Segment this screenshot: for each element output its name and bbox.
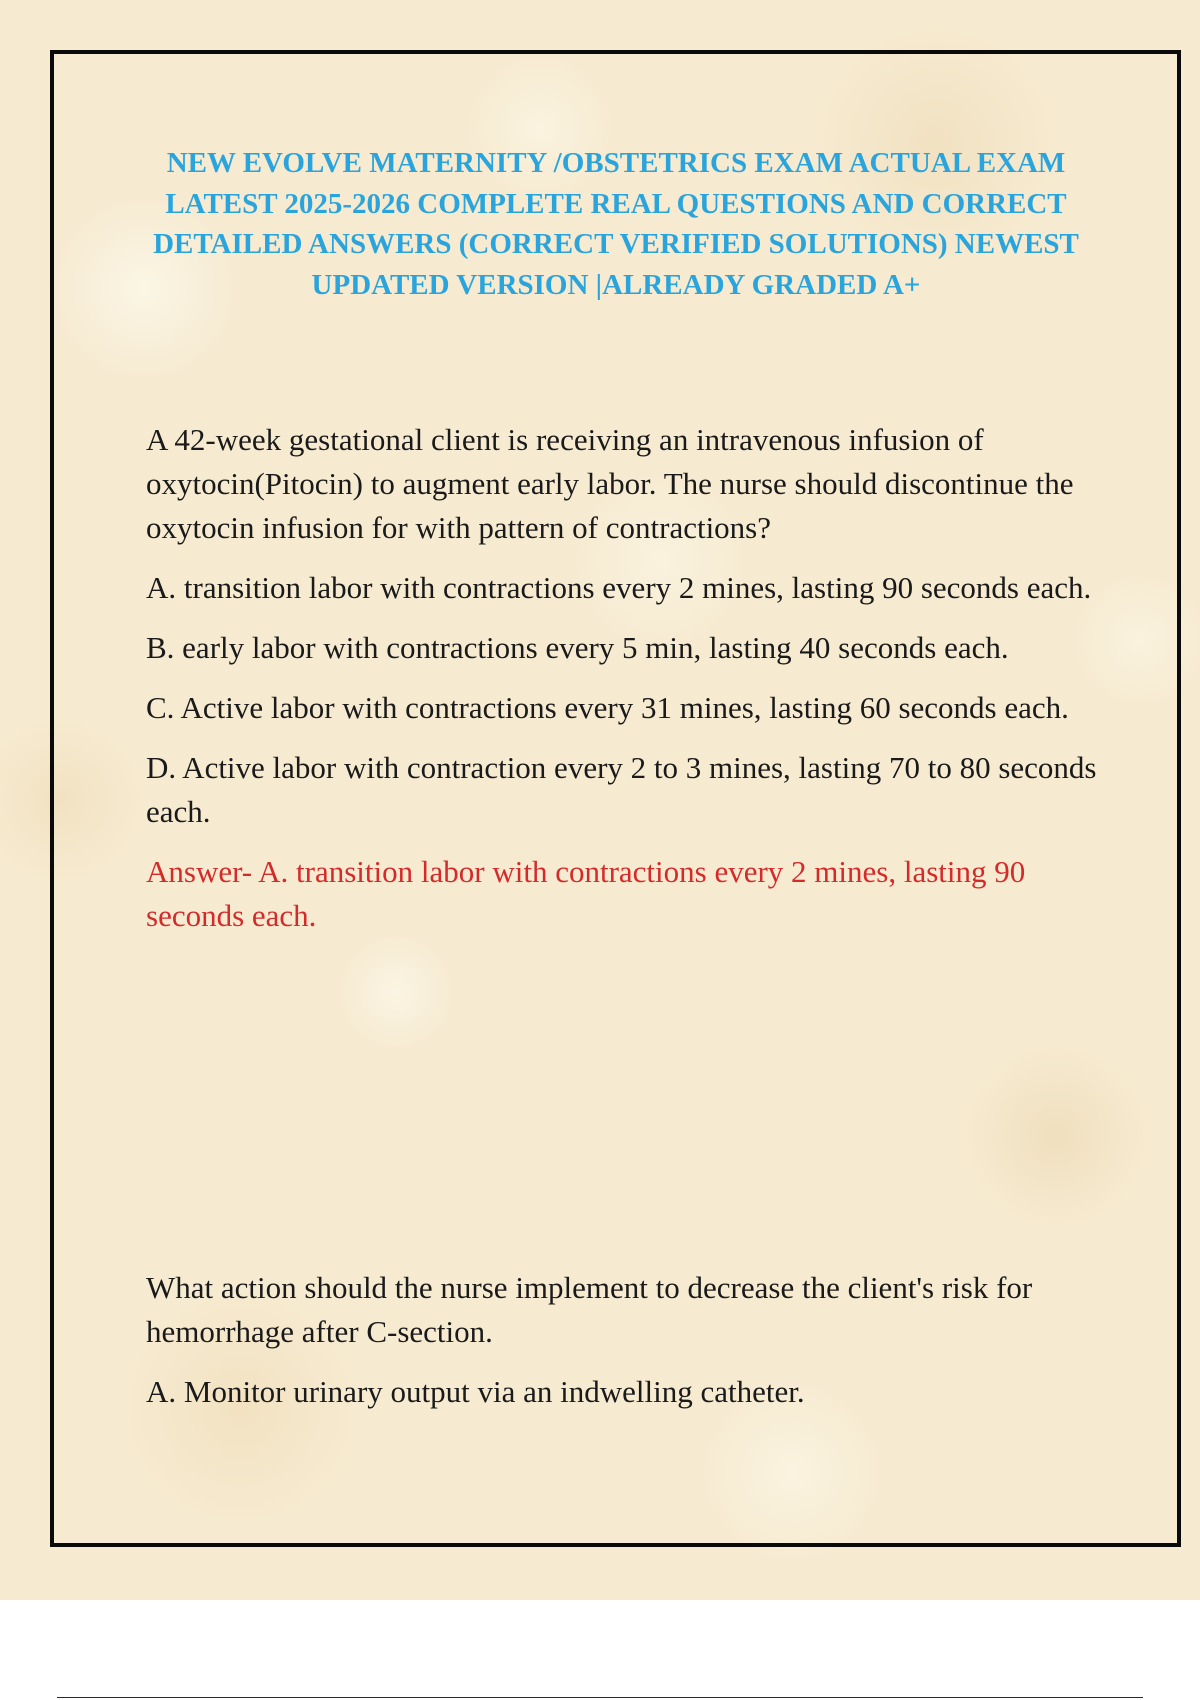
question-1-option-b: B. early labor with contractions every 5 min, lasting 40 seconds each. xyxy=(146,630,1009,665)
question-2-block xyxy=(146,1266,1106,1430)
question-1-option-c: C. Active labor with contractions every 31 mines, lasting 60 seconds each. xyxy=(146,690,1069,725)
question-1-option-a: A. transition labor with contractions every 2 mines, lasting 90 seconds each. xyxy=(146,570,1092,605)
question-1-option-d: D. Active labor with contraction every 2 to 3 mines, lasting 70 to 80 seconds each. xyxy=(146,750,1097,829)
question-2-option-a: A. Monitor urinary output via an indwelling catheter. xyxy=(146,1374,805,1409)
page-footer-rule xyxy=(57,1697,1143,1698)
question-1-answer: Answer- A. transition labor with contractions every 2 mines, lasting 90 seconds each. xyxy=(146,854,1026,933)
document-title: NEW EVOLVE MATERNITY /OBSTETRICS EXAM ACTUAL EXAM LATEST 2025-2026 COMPLETE REAL QUESTIONS AND CORRECT DETAILED ANSWERS (CORRECT VERIFIED SOLUTIONS) NEWEST UPDATED VERSION |ALREADY GRADED A+ xyxy=(153,147,1079,301)
question-2-stem: What action should the nurse implement to decrease the client's risk for hemorrhage after C-section. xyxy=(146,1270,1033,1349)
question-1-block xyxy=(146,418,1106,954)
question-1-stem: A 42-week gestational client is receiving an intravenous infusion of oxytocin(Pitocin) to augment early labor. The nurse should discontinue the oxytocin infusion for with pattern of contractions? xyxy=(146,422,1074,545)
